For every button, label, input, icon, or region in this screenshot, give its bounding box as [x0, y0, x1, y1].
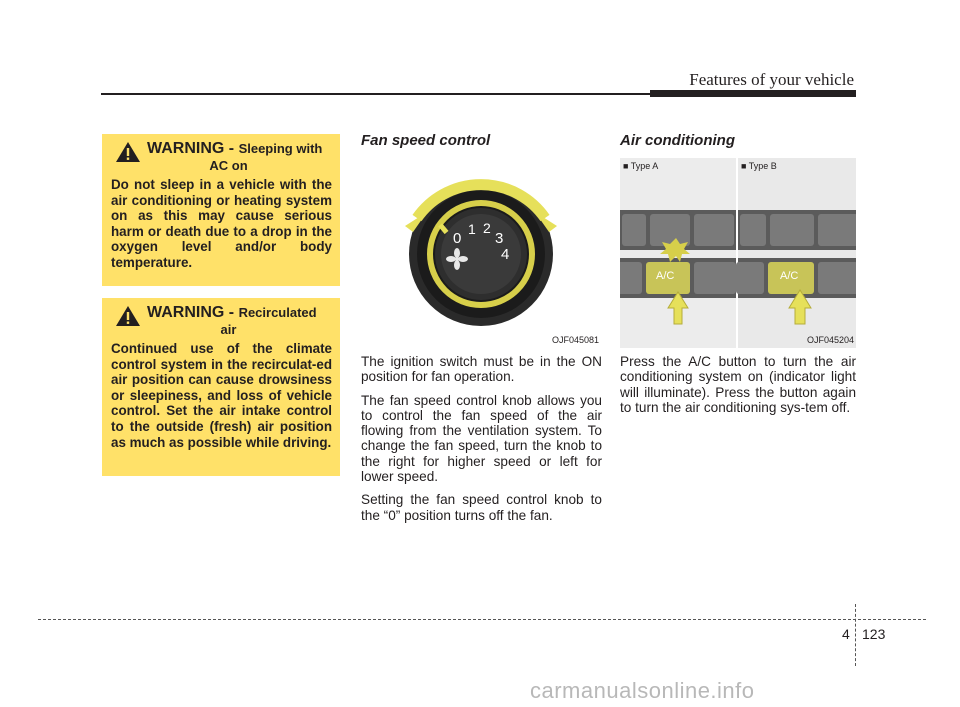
knob-digit-2: 2 — [483, 220, 491, 236]
footer-divider — [855, 604, 856, 666]
fan-speed-text — [361, 354, 602, 531]
fan-knob-illustration — [361, 158, 601, 348]
warning-triangle-icon — [115, 305, 141, 327]
warning-heading — [111, 304, 332, 338]
warning-text: Do not sleep in a vehicle with the air conditioning or heating system on as this may cause serious harm or death due to a drop in the oxygen level and/or body temperature. — [111, 177, 332, 270]
header-rule-accent — [650, 90, 856, 97]
warning-text: Continued use of the climate control system in the recirculat-ed air position can cause drowsiness or sleepiness, and loss of vehicle control. Set the air intake control to the outside (fresh) air position as much as possible while driving. — [111, 341, 332, 450]
knob-digit-3: 3 — [495, 230, 504, 247]
warning-label: WARNING - — [147, 140, 235, 157]
type-b-label: ■ Type B — [741, 161, 777, 171]
warning-label: WARNING - — [147, 304, 235, 321]
ac-button-label-b: A/C — [780, 270, 799, 282]
paragraph: The fan speed control knob allows you to control the fan speed of the air flowing from the ventilation system. To change the fan speed, turn the knob to the right for higher speed or left for lower speed. — [361, 392, 602, 485]
chapter-number: 4 — [842, 626, 850, 642]
ac-panel-illustration — [620, 158, 856, 348]
air-conditioning-heading: Air conditioning — [620, 132, 735, 149]
figure-code: OJF045204 — [806, 335, 854, 345]
type-a-label: ■ Type A — [623, 161, 659, 171]
warning-subtitle-cont: AC on — [209, 158, 248, 173]
ac-figure — [620, 158, 856, 348]
header-title: Features of your vehicle — [689, 70, 854, 89]
paragraph: The ignition switch must be in the ON position for fan operation. — [361, 354, 602, 385]
footer-rule — [38, 619, 926, 620]
warning-subtitle: Sleeping with — [238, 141, 323, 156]
fan-knob-figure — [361, 158, 601, 348]
warning-box-recirculated — [102, 298, 340, 476]
knob-digit-1: 1 — [468, 221, 476, 237]
warning-heading — [111, 140, 332, 174]
air-conditioning-text — [620, 354, 856, 423]
warning-box-sleeping — [102, 134, 340, 286]
warning-subtitle: Recirculated — [238, 305, 317, 320]
paragraph: Setting the fan speed control knob to the “0” position turns off the fan. — [361, 492, 602, 523]
figure-code: OJF045081 — [551, 335, 599, 345]
knob-digit-4: 4 — [501, 246, 510, 263]
paragraph: Press the A/C button to turn the air conditioning system on (indicator light will illuminate). Press the button again to turn the air conditioning sys-tem off. — [620, 354, 856, 415]
page-number: 123 — [862, 626, 886, 642]
watermark: carmanualsonline.info — [530, 678, 755, 703]
warning-subtitle-cont: air — [220, 322, 237, 337]
knob-digit-0: 0 — [453, 230, 462, 247]
fan-speed-heading: Fan speed control — [361, 132, 491, 149]
ac-button-label-a: A/C — [656, 270, 675, 282]
warning-triangle-icon — [115, 141, 141, 163]
